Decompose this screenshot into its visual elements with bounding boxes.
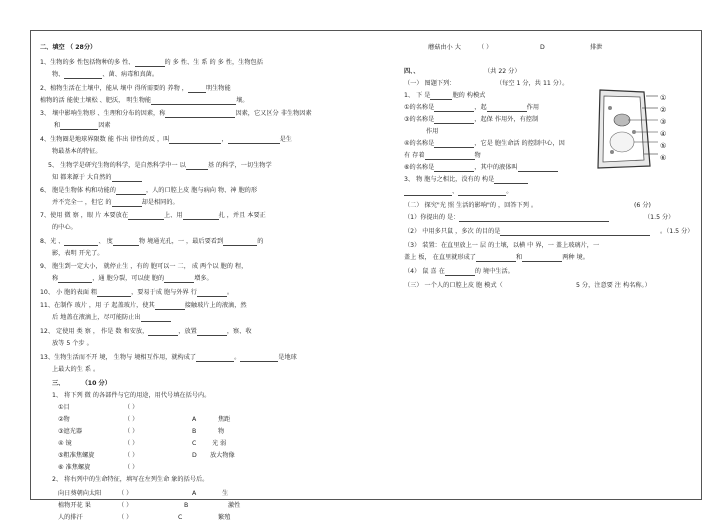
text-line (52, 250, 103, 258)
answer-blank[interactable] (113, 239, 139, 246)
text-span: 6、 胞是生物体 构和功能的 (40, 187, 116, 194)
text-span: 因素 (98, 122, 111, 129)
answer-blank[interactable] (58, 276, 92, 283)
text-span: 13、生物生活而不开 境， 生物与 境相互作用，就构成了 (40, 354, 197, 361)
text-line (404, 164, 558, 172)
text-line (58, 428, 82, 436)
text-line (40, 110, 312, 118)
text-line (124, 452, 138, 460)
answer-blank[interactable] (188, 86, 206, 93)
text-span: ③的名称是 (404, 116, 435, 123)
text-span: ④ (660, 130, 667, 138)
text-span: 两种 境。 (562, 254, 589, 261)
text-span: ，起 (474, 104, 487, 111)
text-span: 1、 下 是 (404, 92, 431, 99)
text-line (404, 80, 455, 88)
answer-blank[interactable] (430, 93, 452, 100)
text-span: 生 (222, 490, 229, 497)
text-line (40, 97, 248, 105)
text-span: 物最基本的特征。 (52, 148, 102, 155)
text-span: 因素，它又区分 非生物因素 (235, 110, 312, 117)
text-span: 繁殖 (218, 514, 231, 521)
text-span: 11、在制作 玻片 ，用 子 起盖玻片，使其 (40, 302, 155, 309)
text-line (228, 502, 240, 510)
text-span: 是地球 (278, 354, 297, 361)
answer-blank[interactable] (494, 177, 528, 184)
text-span: C (192, 440, 197, 447)
text-span: 放等 5 个步 。 (52, 340, 93, 347)
text-line (58, 464, 90, 472)
text-line (124, 428, 138, 436)
text-span: ① (660, 94, 667, 102)
text-span: （一） 图题下列： (404, 80, 456, 87)
text-span: （三） 一个人的口腔上皮 胞 模式（ (404, 282, 503, 289)
text-span: ，起保 作用外，有控制 (474, 116, 539, 123)
text-span: ⑥ 准焦螺旋 (58, 464, 91, 471)
answer-blank[interactable] (500, 229, 650, 236)
text-span: 却是相同的。 (141, 199, 179, 206)
answer-blank[interactable] (522, 255, 562, 262)
text-line (48, 162, 272, 170)
text-span: 明生物能 (205, 85, 231, 92)
text-line (404, 214, 609, 222)
text-line (210, 452, 235, 460)
text-line (52, 148, 102, 156)
text-line (58, 514, 83, 522)
text-line (124, 440, 138, 448)
answer-blank[interactable] (458, 189, 506, 196)
text-line (58, 452, 94, 460)
answer-blank[interactable] (487, 105, 527, 112)
answer-blank[interactable] (164, 276, 194, 283)
text-span: 基 的科学，一切生物学 (207, 162, 272, 169)
text-line (484, 68, 521, 76)
text-span: ①目 (58, 404, 70, 411)
answer-blank[interactable] (434, 165, 474, 172)
text-line (404, 140, 565, 148)
text-span: 称 (52, 275, 59, 282)
text-line (404, 92, 485, 100)
text-span: （ ） (124, 440, 139, 447)
text-span: 焦距 (218, 416, 231, 423)
text-span: B (184, 502, 189, 509)
text-span: （二） 探究"光 照 生活的影响"的 ，回答下列 。 (404, 202, 538, 209)
text-span: 3、 壤中影响生物形 、生理和分布的因素，称 (40, 110, 166, 117)
text-span: 激性 (228, 502, 241, 509)
plant-cell-diagram (592, 86, 682, 172)
text-span: ⑥的名称是 (404, 164, 435, 171)
text-line (192, 416, 196, 424)
answer-blank[interactable] (165, 111, 235, 118)
text-line (218, 514, 230, 522)
text-span: （ ） (124, 452, 139, 459)
text-span: （1）你提出的 是： (404, 214, 460, 221)
answer-blank[interactable] (223, 239, 257, 246)
text-span: C (178, 514, 183, 521)
text-line (218, 428, 224, 436)
text-line (192, 490, 196, 498)
answer-blank[interactable] (60, 123, 98, 130)
answer-blank[interactable] (404, 189, 452, 196)
answer-blank[interactable] (183, 213, 219, 220)
text-line (124, 464, 138, 472)
text-span: （ ） (124, 428, 139, 435)
text-span: （2） 中用多只鼠 ，多次 的目的是 (404, 228, 501, 235)
text-span: 光 弱 (212, 440, 227, 447)
text-span: ， (221, 136, 228, 143)
text-span: 的 多 性、生 系 的 多 性，生物包括 (164, 59, 263, 66)
text-span: 三、 (52, 380, 65, 387)
answer-blank[interactable] (518, 165, 558, 172)
text-line (576, 282, 651, 290)
text-line (52, 392, 210, 400)
text-line (404, 104, 539, 112)
answer-blank[interactable] (141, 315, 171, 322)
text-span: （ ） (478, 44, 493, 51)
text-span: 8、光 、 (40, 238, 65, 245)
text-line (192, 440, 196, 448)
text-span: 10、 小 胞的表面 粗 (40, 289, 98, 296)
text-span: （ 28分） (66, 44, 97, 51)
text-line (52, 174, 142, 182)
text-span: D (540, 44, 545, 51)
text-span: （4） 鼠 喜 在 (404, 268, 445, 275)
text-line (52, 199, 179, 207)
text-span: 作用 (526, 104, 540, 111)
text-line (404, 228, 650, 236)
text-line (404, 254, 589, 262)
answer-blank[interactable] (425, 153, 475, 160)
text-line (40, 263, 247, 271)
text-line (40, 136, 292, 144)
answer-blank[interactable] (155, 303, 185, 310)
left-column (40, 44, 360, 521)
text-span: 5 分，注意要 注 构名称。） (576, 282, 651, 289)
answer-blank[interactable] (197, 290, 227, 297)
text-span: ⑥ (660, 154, 667, 162)
text-span: ，通 胞分裂，可以使 胞的 (92, 275, 165, 282)
text-span: （ ） (124, 464, 139, 471)
text-span: 。（1.5 分） (660, 228, 694, 235)
text-line (404, 268, 514, 276)
answer-blank[interactable] (434, 105, 474, 112)
answer-blank[interactable] (148, 329, 178, 336)
text-span: 上最大的生 系 。 (52, 366, 100, 373)
answer-blank[interactable] (151, 98, 236, 105)
text-span: 后 地盖在液滴上，尽可能防止出 (52, 314, 141, 321)
text-span: D (192, 452, 197, 459)
text-span: 物 境通光孔，一 ，最后要看到 (138, 238, 224, 245)
text-span: 4、生物圈是地球界限数 能 作出 律性的反 ，叫 (40, 136, 170, 143)
text-line (404, 116, 538, 124)
text-line (218, 416, 230, 424)
text-span: （每空 1 分，共 11 分）。 (496, 80, 569, 87)
text-span: ③ (660, 118, 667, 126)
microscope-item (58, 404, 70, 412)
answer-blank[interactable] (196, 355, 234, 362)
text-span: 知 都来源于 大自然的 (52, 174, 112, 181)
text-span: ，察、收 (226, 328, 252, 335)
answer-blank[interactable] (135, 60, 165, 67)
text-line (660, 228, 693, 236)
text-span: 上、用 (164, 212, 183, 219)
text-span: 蘑菇由小 大 (428, 44, 461, 51)
text-line (52, 340, 93, 348)
text-span: ①的名称是 (404, 104, 435, 111)
text-line (124, 404, 138, 412)
text-span: 1、生物的多 性包括物种的多 性、 (40, 59, 135, 66)
text-span: 、 度 (98, 238, 113, 245)
answer-blank[interactable] (97, 290, 131, 297)
answer-blank[interactable] (112, 175, 142, 182)
text-span: 2、 将右列中的生命特征，填写在左列生命 象的括号后。 (52, 476, 209, 483)
text-span: （3） 装置：在直里放上一 层 的土壤，以横 中 界，一 盖上玻璃片，一 (404, 242, 600, 249)
text-span: 9、 胞生到一定大小， 就停止生 ，有的 胞可以一 二， 成 两个以 胞的 程， (40, 263, 248, 270)
text-line (40, 212, 266, 220)
text-span: 的中心。 (52, 224, 77, 231)
text-line (496, 80, 568, 88)
text-span: （ ） (124, 404, 139, 411)
section4-heading (404, 68, 419, 76)
text-line (426, 128, 438, 136)
text-line (40, 59, 263, 67)
text-span: 物 (474, 152, 481, 159)
answer-blank[interactable] (434, 141, 474, 148)
answer-blank[interactable] (240, 355, 278, 362)
text-line (212, 440, 226, 448)
text-span: 2、植物生活在土壤中，能从 壤中 得所需要的 养物 ， (40, 85, 188, 92)
text-line (644, 214, 674, 222)
text-span: 是生 (279, 136, 292, 143)
answer-blank[interactable] (116, 188, 146, 195)
text-span: (6 分) (634, 202, 651, 209)
text-line (40, 354, 297, 362)
text-span: （ ） (118, 502, 133, 509)
text-span: ④的名称是 (404, 140, 435, 147)
text-span: ⑤粗准焦螺旋 (58, 452, 95, 459)
text-span: 植物开花 果 (58, 502, 91, 509)
text-span: 增多。 (194, 275, 213, 282)
text-line (40, 289, 233, 297)
text-span: 排泄 (590, 44, 603, 51)
text-span: ，人的口腔上皮 胞与病向 物、神 胞的形 (145, 187, 258, 194)
text-line (178, 514, 182, 522)
text-span: 接触玻片上的液滴，然 (184, 302, 247, 309)
text-line (118, 502, 132, 510)
text-line (222, 490, 228, 498)
diagram-labels (660, 92, 666, 164)
text-span: 12、 定使用 类 察 ， 作是 数 和安放， (40, 328, 149, 335)
text-span: ，要易于成 胞与外界 行 (131, 289, 197, 296)
text-span: ② (660, 106, 667, 114)
text-span: 和 (54, 122, 61, 129)
text-line (590, 44, 602, 52)
text-line (52, 275, 213, 283)
text-line (58, 416, 70, 424)
text-span: 扎 ，并且 本要正 (218, 212, 266, 219)
text-line (184, 502, 188, 510)
section3-heading (52, 380, 111, 388)
text-line (40, 85, 231, 93)
answer-blank[interactable] (64, 72, 102, 79)
text-span: （ ） (118, 490, 133, 497)
text-span: B (192, 428, 197, 435)
text-line (404, 282, 503, 290)
text-span: 并不完全一 ，但它 的 (52, 199, 112, 206)
text-span: A (192, 490, 197, 497)
text-span: （1.5 分） (644, 214, 675, 221)
text-span: ，放置 (178, 328, 197, 335)
text-span: 盖上 板， 在直里就形成了 (404, 254, 476, 261)
answer-blank[interactable] (64, 239, 98, 246)
text-line (54, 122, 111, 130)
text-span: （ ） (124, 416, 139, 423)
text-line: 、 。 (404, 188, 512, 196)
answer-blank[interactable] (459, 215, 609, 222)
text-line (52, 476, 208, 484)
text-span: 向日葵朝向太阳 (58, 490, 102, 497)
answer-blank[interactable] (186, 163, 208, 170)
text-line (40, 238, 263, 246)
text-line (52, 314, 171, 322)
answer-blank[interactable] (445, 269, 475, 276)
text-line (40, 302, 247, 310)
text-line (52, 366, 99, 374)
text-span: ③遮光器 (58, 428, 83, 435)
text-line (404, 176, 528, 184)
text-span: 有 存着 (404, 152, 425, 159)
text-line (404, 242, 599, 250)
text-span: ④ 镜 (58, 440, 72, 447)
text-span: 二、填空 (40, 44, 65, 51)
answer-blank[interactable] (476, 255, 516, 262)
text-span: 7、使用 微 察 ，眼 片 本要放在 (40, 212, 129, 219)
text-line (118, 514, 132, 522)
text-span: 的 境中生活。 (474, 268, 514, 275)
text-span: 。 (234, 354, 241, 361)
text-line (40, 187, 257, 195)
answer-blank[interactable] (228, 137, 280, 144)
text-span: 壤。 (236, 97, 249, 104)
answer-blank[interactable] (128, 213, 164, 220)
text-span: 胞的 构模式 (452, 92, 486, 99)
text-span: 物 (218, 428, 225, 435)
text-span: ，其中的液体叫 (474, 164, 518, 171)
answer-blank[interactable] (197, 329, 227, 336)
text-line (124, 416, 138, 424)
text-line (428, 44, 461, 52)
text-line (404, 202, 537, 210)
text-line (478, 44, 492, 52)
text-span: 四、、 (404, 68, 420, 75)
text-span: 影，表明 开光了。 (52, 250, 104, 257)
answer-blank[interactable] (434, 117, 474, 124)
text-span: 1、 将下列 微 的各部件与它的用途，用代号填在括号内。 (52, 392, 211, 399)
text-span: （ ） (118, 514, 133, 521)
text-line (540, 44, 545, 52)
text-span: 5、 生物学是研究生物的科学，是自然科学中一 以 (48, 162, 186, 169)
text-line (58, 502, 91, 510)
answer-blank[interactable] (112, 200, 142, 207)
text-span: 。 (226, 289, 234, 296)
answer-blank[interactable] (169, 137, 221, 144)
plant-cell-drawing (592, 86, 682, 172)
section2-heading (40, 44, 96, 52)
text-span: 物、 (52, 71, 65, 78)
text-span: 作用 (426, 128, 439, 135)
text-span: 人的排汗 (58, 514, 83, 521)
text-span: 植物的活 能使土壤松 、肥沃， 明生物能 (40, 97, 152, 104)
text-line (404, 152, 481, 160)
text-span: 放大物像 (210, 452, 235, 459)
text-line (52, 71, 158, 79)
text-line (192, 452, 197, 460)
text-line (52, 224, 77, 232)
text-line (192, 428, 196, 436)
text-line (118, 490, 132, 498)
text-span: ②物 (58, 416, 70, 423)
text-span: ，它是 胞生命活 的控制中心，因 (474, 140, 565, 147)
text-span: （共 22 分） (484, 68, 521, 75)
text-span: 、菌、病毒和真菌。 (102, 71, 159, 78)
text-span: 的 (257, 238, 264, 245)
text-line (58, 440, 72, 448)
text-span: A (192, 416, 197, 423)
text-span: 3、 物 胞与之相比，没有的 构是 (404, 176, 495, 183)
text-line (58, 490, 101, 498)
text-span: 和 (516, 254, 523, 261)
text-span: （10 分） (81, 380, 111, 387)
text-span: ⑤ (660, 142, 667, 150)
text-line (40, 328, 252, 336)
text-line (634, 202, 651, 210)
